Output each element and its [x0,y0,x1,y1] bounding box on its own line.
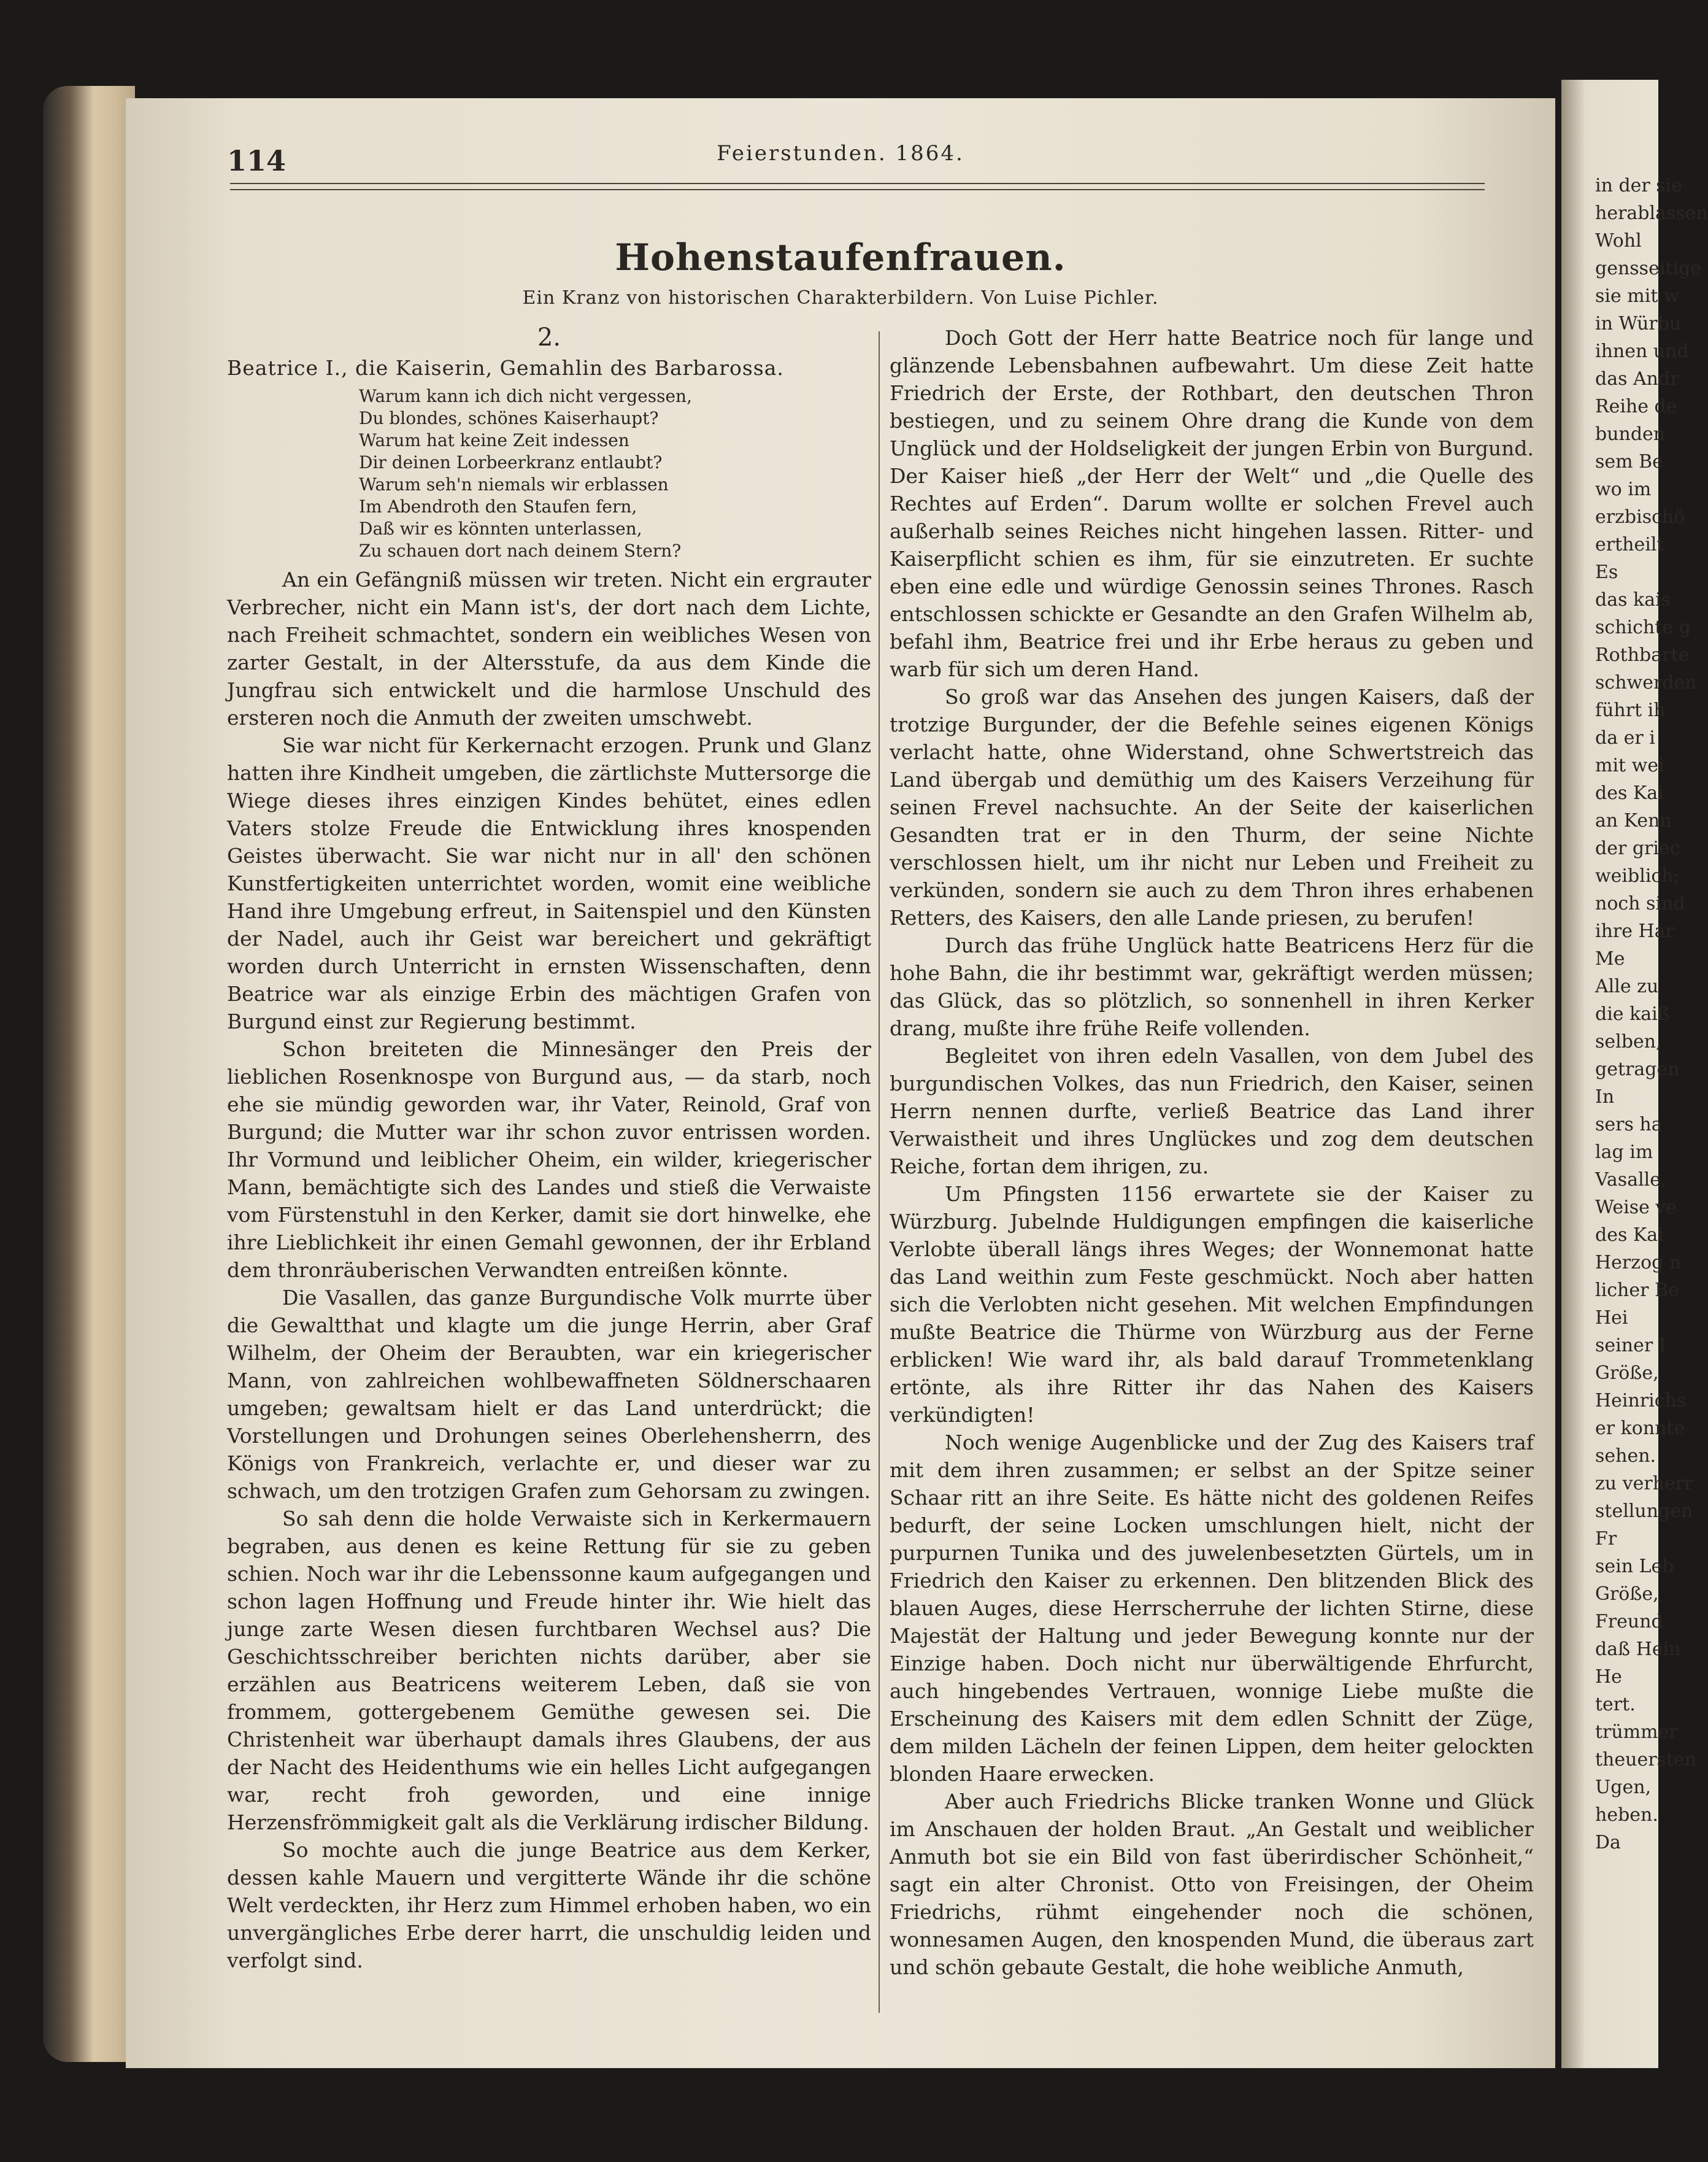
epigraph-poem [359,385,871,562]
facing-page-line: sem Be [1595,451,1663,473]
facing-page-line: gensseitige [1595,258,1702,279]
facing-page-line: getragen [1595,1059,1680,1080]
paragraph: An ein Gefängniß müssen wir treten. Nicht ein ergrauter Verbrecher, nicht ein Mann ist's, der dort nach dem Lichte, nach Freiheit schmachtet, sondern ein weibliches Wesen von zarter Gestalt, in der Altersstufe, da aus dem Kinde die Jungfrau sich entwickelt und die harmlose Unschuld des ersteren noch die Anmuth der zweiten umschwebt. [227,568,871,730]
section-number: 2. [537,323,561,352]
poem-line: Daß wir es könnten unterlassen, [359,519,642,539]
facing-page-line: führt ih [1595,700,1666,721]
poem-line: Dir deinen Lorbeerkranz entlaubt? [359,452,663,473]
facing-page-line: heben. [1595,1804,1658,1826]
facing-page-line: schwerden [1595,672,1697,693]
poem-line: Zu schauen dort nach deinem Stern? [359,541,682,561]
facing-page-line: zu verherr [1595,1473,1693,1494]
facing-page-line: Größe, [1595,1583,1659,1605]
facing-page-line: da er i [1595,727,1655,749]
column-divider [879,331,880,2013]
facing-page-line: herablassen [1595,203,1708,224]
facing-page-line: licher Be [1595,1280,1679,1301]
facing-page-line: sehen. [1595,1445,1656,1467]
paragraph: Schon breiteten die Minnesänger den Preis der lieblichen Rosenknospe von Burgund aus, — da starb, noch ehe sie mündig geworden war, ihr Vater, Reinold, Graf von Burgund; die Mutter war ihr schon zuvor entrissen worden. Ihr Vormund und leiblicher Oheim, ein wilder, kriegerischer Mann, bemächtigte sich des Landes und stieß die Verwaiste vom Fürstenstuhl in den Kerker, damit sie dort hinwelke, ehe ihre Lieblichkeit ihr einen Gemahl gewonnen, der ihr Erbland dem thronräuberischen Verwandten entreißen könnte. [227,1037,871,1282]
facing-page-line: er konnte [1595,1418,1685,1439]
facing-page-line: Herzog n [1595,1252,1682,1273]
facing-page-line: In [1595,1086,1615,1108]
facing-page-line: weiblich; [1595,865,1680,887]
facing-page-line: Hei [1595,1307,1628,1329]
facing-page-line: sein Leb [1595,1556,1674,1577]
facing-page-line: Heinrichs [1595,1390,1687,1411]
poem-line: Warum seh'n niemals wir erblassen [359,474,669,495]
facing-page-line: Größe, [1595,1362,1659,1384]
facing-page-line: Me [1595,948,1625,970]
facing-page-line: der griec [1595,838,1680,859]
facing-page-line: Vasalle, [1595,1169,1667,1191]
facing-page-line: des Kai [1595,782,1664,804]
facing-page-line: erzbischö [1595,506,1685,528]
facing-page-line: die kaiß [1595,1003,1670,1025]
facing-page-line: Ugen, [1595,1777,1652,1798]
facing-page-line: Fr [1595,1528,1617,1550]
facing-page-line: schichte g [1595,617,1691,638]
paragraph: Noch wenige Augenblicke und der Zug des Kaisers traf mit dem ihren zusammen; er selbst an der Spitze seiner Schaar ritt an ihre Seite. Es hätte nicht des goldenen Reifes bedurft, der seine Locken umschlungen hielt, nicht der purpurnen Tunika und des juwelenbesetzten Gürtels, um in Friedrich den Kaiser zu erkennen. Den blitzenden Blick des blauen Auges, diese Herrscherruhe der lichten Stirne, diese Majestät der Haltung und jeder Bewegung konnte nur der Einzige haben. Doch nicht nur überwältigende Ehrfurcht, auch hingebendes Vertrauen, wonnige Liebe mußte die Erscheinung des Kaisers mit dem edlen Schnitt der Züge, dem milden Lächeln der feinen Lippen, dem heiter gelockten blonden Haare erwecken. [890,1430,1534,1786]
facing-page-line: Alle zu [1595,976,1659,997]
left-page [126,98,1555,2068]
article-title: Hohenstaufenfrauen. [615,236,1066,279]
facing-page-line: lag im [1595,1141,1653,1163]
facing-page-line: das kais [1595,589,1671,611]
article-subtitle: Ein Kranz von historischen Charakterbildern. Von Luise Pichler. [522,287,1159,309]
facing-page-line: Es [1595,562,1618,583]
paragraph: So mochte auch die junge Beatrice aus dem Kerker, dessen kahle Mauern und vergitterte Wände ihr die schöne Welt verdeckten, ihr Herz zum Himmel erhoben haben, wo ein unvergängliches Erbe derer harrt, die unschuldig leiden und verfolgt sind. [227,1838,871,1972]
facing-page-line: He [1595,1666,1622,1688]
poem-line: Warum hat keine Zeit indessen [359,430,629,450]
header-rule [230,183,1485,190]
facing-page-line: Reihe de [1595,396,1677,417]
poem-line: Du blondes, schönes Kaiserhaupt? [359,408,659,428]
facing-page-line: in Würbu [1595,313,1682,334]
paragraph: Um Pfingsten 1156 erwartete sie der Kaiser zu Würzburg. Jubelnde Huldigungen empfingen die kaiserliche Verlobte überall längs ihres Weges; der Wonnemonat hatte das Land weithin zum Feste geschmückt. Noch aber hatten sich die Verlobten nicht gesehen. Mit welchen Empfindungen mußte Beatrice die Thürme von Würzburg aus der Ferne erblicken! Wie ward ihr, als bald darauf Trommetenklang ertönte, als ihre Ritter ihr das Nahen des Kaisers verkündigten! [890,1182,1534,1427]
facing-page-line: mit wei [1595,755,1664,776]
facing-page-line: ihre Har [1595,921,1674,942]
facing-page-line: trümmer [1595,1721,1678,1743]
facing-page-line: wo im [1595,479,1652,500]
right-column [890,324,1534,1981]
facing-page-line: daß Hein [1595,1639,1681,1660]
paragraph: Durch das frühe Unglück hatte Beatricens Herz für die hohe Bahn, die ihr bestimmt war, gekräftigt werden müssen; das Glück, das so plötzlich, so sonnenhell in ihren Kerker drang, mußte ihre frühe Reife vollenden. [890,933,1534,1040]
left-column [227,324,871,1974]
facing-page-line: stellungen [1595,1500,1693,1522]
paragraph: Die Vasallen, das ganze Burgundische Volk murrte über die Gewaltthat und klagte um die junge Herrin, aber Graf Wilhelm, der Oheim der Beraubten, war ein kriegerischer Mann, von zahlreichen wohlbewaffneten Söldnerschaaren umgeben; gewaltsam hielt er das Land unterdrückt; die Vorstellungen und Drohungen seines Oberlehensherrn, des Königs von Frankreich, verlachte er, und dieser war zu schwach, um den trotzigen Grafen zum Gehorsam zu zwingen. [227,1286,871,1503]
facing-page-line: an Kenn [1595,810,1672,832]
book-page-edges [43,86,135,2062]
paragraph: So groß war das Ansehen des jungen Kaisers, daß der trotzige Burgunder, der die Befehle seines eigenen Königs verlacht hatte, ohne Widerstand, ohne Schwertstreich das Land übergab und demüthig um des Kaisers Verzeihung für seinen Frevel nachsuchte. An der Seite der kaiserlichen Gesandten trat er in den Thurm, der seine Nichte verschlossen hielt, um ihr nicht nur Leben und Freiheit zu verkünden, sondern sie auch zu dem Thron ihres erhabenen Retters, des Kaisers, den alle Lande priesen, zu berufen! [890,685,1534,930]
facing-page-line: Weise ve [1595,1197,1677,1218]
facing-page-line: in der sie [1595,175,1683,196]
facing-page-fragment [1561,80,1708,2068]
facing-page-line: Wohl [1595,230,1642,252]
facing-page-line: bunden [1595,423,1666,445]
facing-page-line: noch sind [1595,893,1685,914]
section-heading: Beatrice I., die Kaiserin, Gemahlin des Barbarossa. [227,356,784,380]
facing-page-line: theuersten [1595,1749,1697,1770]
facing-page-line: ertheilt [1595,534,1664,555]
paragraph: Sie war nicht für Kerkernacht erzogen. Prunk und Glanz hatten ihre Kindheit umgeben, die zärtlichste Muttersorge die Wiege dieses ihres einzigen Kindes behütet, eines edlen Vaters stolze Freude die Entwicklung ihres knospenden Geistes überwacht. Sie war nicht nur in all' den schönen Kunstfertigkeiten unterrichtet worden, womit eine weibliche Hand ihre Umgebung erfreut, in Saitenspiel und den Künsten der Nadel, auch ihr Geist war bereichert und gekräftigt worden durch Unterricht in ernsten Wissenschaften, denn Beatrice war als einzige Erbin des mächtigen Grafen von Burgund einst zur Regierung bestimmt. [227,733,871,1033]
facing-page-line: Da [1595,1832,1621,1853]
facing-page-line: ihnen und [1595,341,1689,362]
paragraph: Aber auch Friedrichs Blicke tranken Wonne und Glück im Anschauen der holden Braut. „An Gestalt und weiblicher Anmuth bot sie ein Bild von fast überirdischer Schönheit,“ sagt ein alter Chronist. Otto von Freisingen, der Oheim Friedrichs, rühmt eingehender noch die schönen, wonnesamen Augen, den knospenden Mund, die überaus zart und schön gebaute Gestalt, die hohe weibliche Anmuth, [890,1789,1534,1979]
facing-page-line: tert. [1595,1694,1636,1715]
poem-line: Im Abendroth den Staufen fern, [359,496,637,517]
facing-page-line: sie mit w [1595,285,1680,307]
running-head: Feierstunden. 1864. [717,141,964,166]
facing-page-line: sers ha [1595,1114,1663,1135]
facing-page-line: das Andr [1595,368,1679,390]
poem-line: Warum kann ich dich nicht vergessen, [359,386,692,406]
facing-page-line: Freund [1595,1611,1663,1632]
facing-page-line: selben, [1595,1031,1662,1052]
facing-page-line: seiner I [1595,1335,1666,1356]
paragraph: Begleitet von ihren edeln Vasallen, von dem Jubel des burgundischen Volkes, das nun Friedrich, den Kaiser, seinen Herrn nennen durfte, verließ Beatrice das Land ihrer Verwaistheit und ihres Unglückes und zog dem deutschen Reiche, fortan dem ihrigen, zu. [890,1044,1534,1178]
paragraph: Doch Gott der Herr hatte Beatrice noch für lange und glänzende Lebensbahnen aufbewahrt. Um diese Zeit hatte Friedrich der Erste, der Rothbart, den deutschen Thron bestiegen, und zu seinem Ohre drang die Kunde von dem Unglück und der Holdseligkeit der jungen Erbin von Burgund. Der Kaiser hieß „der Herr der Welt“ und „die Quelle des Rechtes auf Erden“. Darum wollte er solchen Frevel auch außerhalb seines Reiches nicht hingehen lassen. Ritter- und Kaiserpflicht schien es ihm, für sie einzutreten. Er suchte eben eine edle und würdige Genossin seines Thrones. Rasch entschlossen schickte er Gesandte an den Grafen Wilhelm ab, befahl ihm, Beatrice frei und ihr Erbe heraus zu geben und warb für sich um deren Hand. [890,326,1534,681]
page-number: 114 [227,144,287,177]
facing-page-line: des Kai [1595,1224,1664,1246]
paragraph: So sah denn die holde Verwaiste sich in Kerkermauern begraben, aus denen es keine Rettung für sie zu geben schien. Noch war ihr die Lebenssonne kaum aufgegangen und schon lagen Hoffnung und Freude hinter ihr. Wie hielt das junge zarte Wesen diesen furchtbaren Wechsel aus? Die Geschichtsschreiber berichten nichts darüber, aber sie erzählen aus Beatricens weiterem Leben, daß sie von frommem, gottergebenem Gemüthe gewesen sei. Die Christenheit war überhaupt damals ihres Glaubens, der aus der Nacht des Heidenthums wie ein helles Licht aufgegangen war, recht froh geworden, und eine innige Herzensfrömmigkeit galt als die Verklärung irdischer Bildung. [227,1507,871,1834]
facing-page-line: Rothbarte [1595,644,1690,666]
